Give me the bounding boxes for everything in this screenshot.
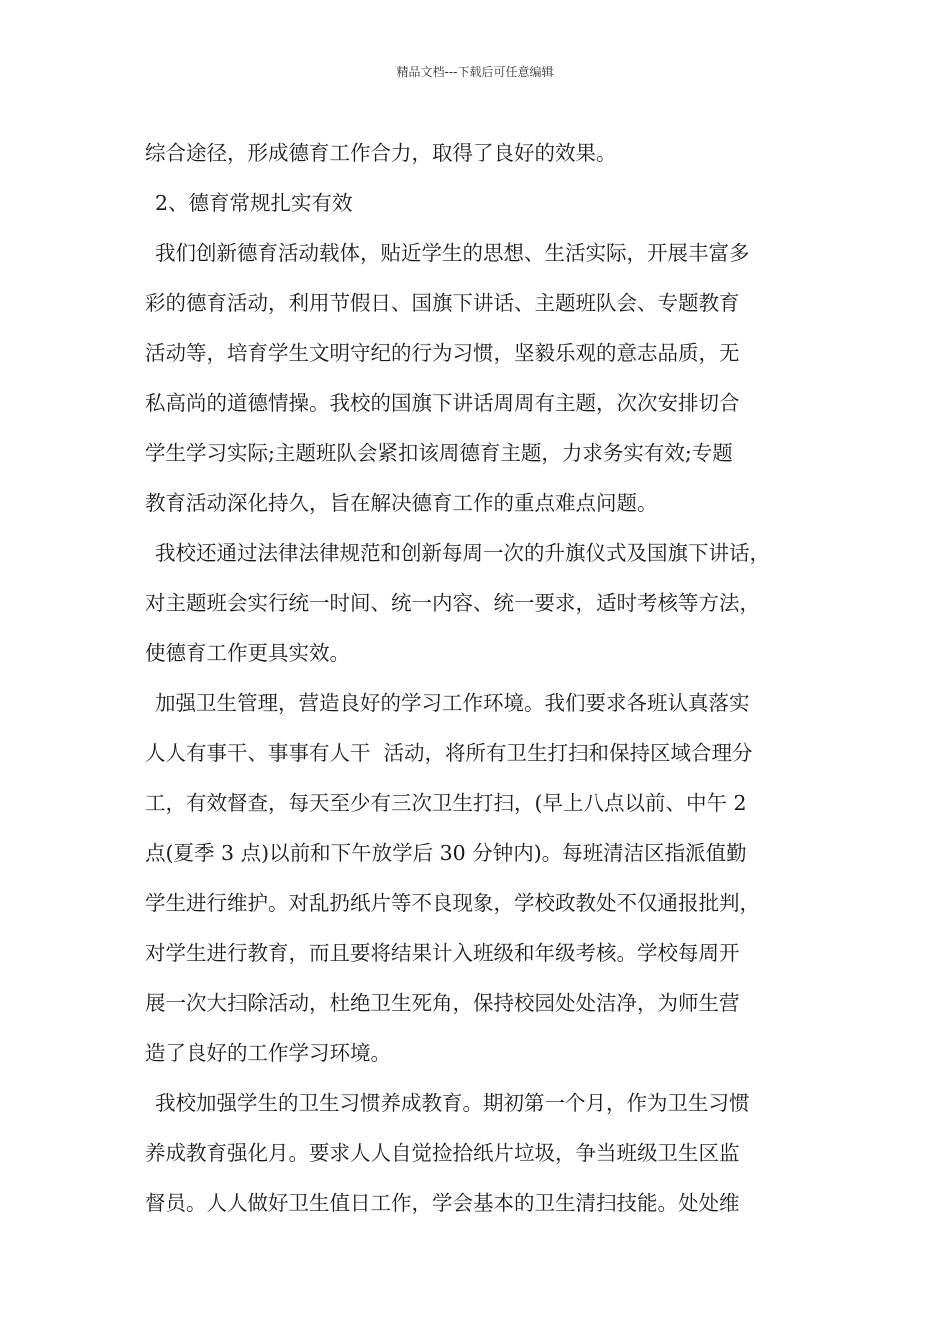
text-line: 展一次大扫除活动，杜绝卫生死角，保持校园处处洁净，为师生营 bbox=[145, 991, 740, 1015]
text-line: 综合途径，形成德育工作合力，取得了良好的效果。 bbox=[145, 141, 617, 165]
text-line: 养成教育强化月。要求人人自觉捡拾纸片垃圾，争当班级卫生区监 bbox=[145, 1141, 740, 1165]
text-line: 使德育工作更具实效。 bbox=[145, 641, 350, 665]
paragraph-start-line: 加强卫生管理，营造良好的学习工作环境。我们要求各班认真落实 bbox=[155, 691, 750, 715]
text-line: 点(夏季 3 点)以前和下午放学后 30 分钟内)。每班清洁区指派值勤 bbox=[145, 841, 747, 865]
text-line: 工，有效督查，每天至少有三次卫生打扫，(早上八点以前、中午 2 bbox=[145, 791, 747, 815]
paragraph-start-line: 我校加强学生的卫生习惯养成教育。期初第一个月，作为卫生习惯 bbox=[155, 1091, 750, 1115]
text-line: 活动等，培育学生文明守纪的行为习惯，坚毅乐观的意志品质，无 bbox=[145, 341, 740, 365]
text-line: 督员。人人做好卫生值日工作，学会基本的卫生清扫技能。处处维 bbox=[145, 1191, 740, 1215]
text-line: 对学生进行教育，而且要将结果计入班级和年级考核。学校每周开 bbox=[145, 941, 740, 965]
text-line: 私高尚的道德情操。我校的国旗下讲话周周有主题，次次安排切合 bbox=[145, 391, 740, 415]
text-line: 对主题班会实行统一时间、统一内容、统一要求，适时考核等方法， bbox=[145, 591, 760, 615]
paragraph-start-line: 我们创新德育活动载体，贴近学生的思想、生活实际，开展丰富多 bbox=[155, 241, 750, 265]
text-line: 彩的德育活动，利用节假日、国旗下讲话、主题班队会、专题教育 bbox=[145, 291, 740, 315]
paragraph-start-line: 我校还通过法律法律规范和创新每周一次的升旗仪式及国旗下讲话， bbox=[155, 541, 770, 565]
section-heading: 2、德育常规扎实有效 bbox=[155, 191, 353, 215]
text-line: 教育活动深化持久，旨在解决德育工作的重点难点问题。 bbox=[145, 491, 658, 515]
text-line: 学生进行维护。对乱扔纸片等不良现象，学校政教处不仅通报批判， bbox=[145, 891, 760, 915]
page-header: 精品文档---下载后可任意编辑 bbox=[396, 65, 554, 79]
text-line: 人人有事干、事事有人干 活动，将所有卫生打扫和保持区域合理分 bbox=[145, 741, 753, 765]
text-line: 学生学习实际;主题班队会紧扣该周德育主题，力求务实有效;专题 bbox=[145, 441, 733, 465]
document-body bbox=[145, 128, 825, 1228]
text-line: 造了良好的工作学习环境。 bbox=[145, 1041, 391, 1065]
